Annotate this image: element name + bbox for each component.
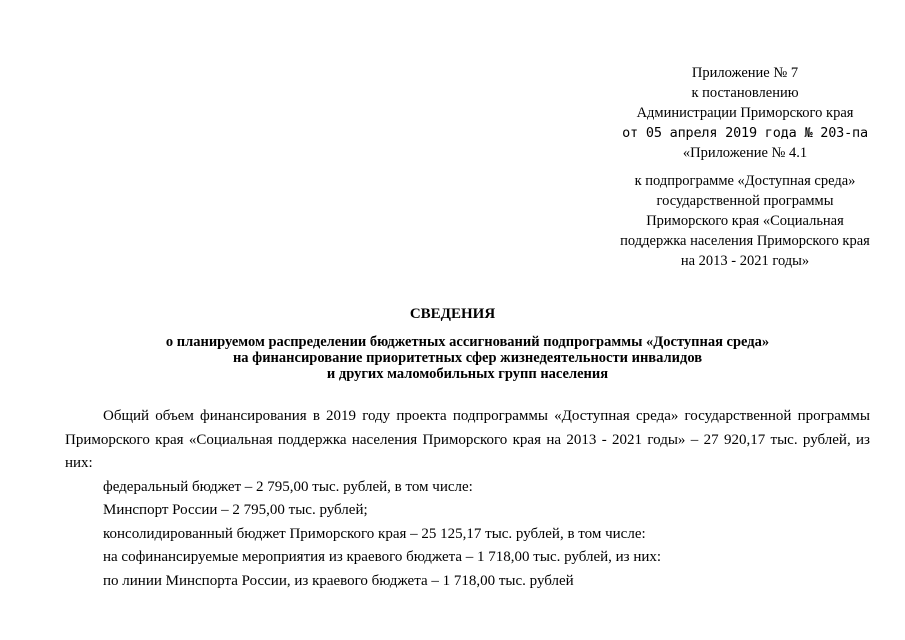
list-item: Минспорт России – 2 795,00 тыс. рублей; — [103, 502, 368, 518]
list-item: по линии Минспорта России, из краевого бюджета – 1 718,00 тыс. рублей — [103, 572, 574, 589]
document-title: СВЕДЕНИЯ — [409, 306, 496, 322]
to-decree-line: к постановлению — [691, 85, 799, 101]
intro-paragraph: Общий объем финансирования в 2019 году проекта подпрограммы «Доступная среда» государственной программы Приморского края «Социальная поддержка населения Приморского края на 2013 - 2021 годы» – 27 920,17 тыс. рублей, из них: — [65, 408, 870, 471]
region-social-line: Приморского края «Социальная — [646, 213, 844, 229]
subtitle-line-1: о планируемом распределении бюджетных ассигнований подпрограммы «Доступная среда» — [165, 334, 770, 350]
list-item: консолидированный бюджет Приморского края – 25 125,17 тыс. рублей, в том числе: — [103, 525, 646, 542]
years-line: на 2013 - 2021 годы» — [680, 253, 810, 269]
appendix-header — [600, 63, 890, 271]
to-subprogram-line: к подпрограмме «Доступная среда» — [634, 173, 856, 189]
header-gap — [600, 163, 890, 171]
document-body — [65, 405, 870, 593]
administration-line: Администрации Приморского края — [636, 105, 854, 121]
support-line: поддержка населения Приморского края — [620, 233, 870, 249]
appendix-number: Приложение № 7 — [691, 65, 799, 81]
subtitle-line-2: на финансирование приоритетных сфер жизнедеятельности инвалидов — [232, 350, 703, 366]
inner-appendix-number: «Приложение № 4.1 — [682, 145, 808, 161]
decree-date-stamp: от 05 апреля 2019 года № 203-па — [622, 125, 868, 141]
document-subtitle — [0, 334, 905, 382]
list-item: федеральный бюджет – 2 795,00 тыс. рублей, в том числе: — [103, 478, 473, 495]
subtitle-line-3: и других маломобильных групп населения — [326, 366, 609, 382]
state-program-line: государственной программы — [656, 193, 834, 209]
list-item: на софинансируемые мероприятия из краевого бюджета – 1 718,00 тыс. рублей, из них: — [103, 549, 662, 565]
